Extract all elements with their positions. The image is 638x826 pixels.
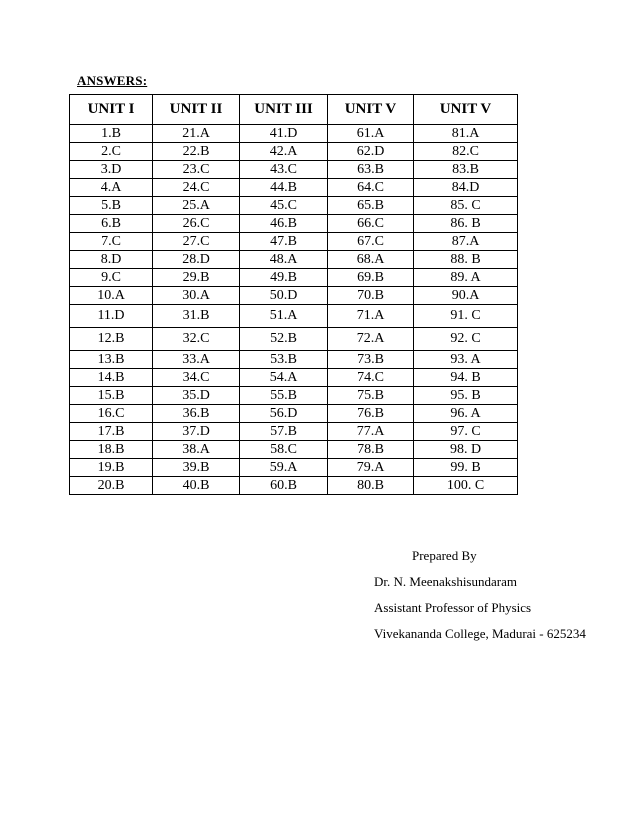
answer-cell: 86. B	[414, 215, 518, 233]
table-row	[70, 251, 518, 269]
answer-cell: 80.B	[328, 477, 414, 495]
answer-cell: 57.B	[240, 423, 328, 441]
answer-cell: 58.C	[240, 441, 328, 459]
answer-cell: 67.C	[328, 233, 414, 251]
answer-cell: 74.C	[328, 369, 414, 387]
answer-cell: 3.D	[70, 161, 153, 179]
answer-cell: 9.C	[70, 269, 153, 287]
answer-cell: 71.A	[328, 305, 414, 328]
answer-cell: 8.D	[70, 251, 153, 269]
table-row	[70, 143, 518, 161]
answer-cell: 36.B	[153, 405, 240, 423]
answer-table-body	[70, 125, 518, 495]
table-row	[70, 305, 518, 328]
answer-cell: 11.D	[70, 305, 153, 328]
answer-cell: 38.A	[153, 441, 240, 459]
answer-cell: 68.A	[328, 251, 414, 269]
answer-cell: 60.B	[240, 477, 328, 495]
table-row	[70, 197, 518, 215]
answer-cell: 66.C	[328, 215, 414, 233]
answer-cell: 88. B	[414, 251, 518, 269]
column-header: UNIT I	[70, 95, 153, 125]
answer-cell: 32.C	[153, 328, 240, 351]
answer-cell: 95. B	[414, 387, 518, 405]
answer-cell: 4.A	[70, 179, 153, 197]
answer-cell: 54.A	[240, 369, 328, 387]
answer-cell: 96. A	[414, 405, 518, 423]
answer-cell: 92. C	[414, 328, 518, 351]
answer-cell: 42.A	[240, 143, 328, 161]
answer-cell: 18.B	[70, 441, 153, 459]
answer-cell: 62.D	[328, 143, 414, 161]
answer-cell: 65.B	[328, 197, 414, 215]
answer-cell: 75.B	[328, 387, 414, 405]
column-header: UNIT V	[414, 95, 518, 125]
answer-cell: 78.B	[328, 441, 414, 459]
answer-cell: 98. D	[414, 441, 518, 459]
answer-cell: 76.B	[328, 405, 414, 423]
answer-cell: 39.B	[153, 459, 240, 477]
answer-cell: 22.B	[153, 143, 240, 161]
answer-cell: 35.D	[153, 387, 240, 405]
table-row	[70, 233, 518, 251]
author-institution: Vivekananda College, Madurai - 625234	[374, 626, 586, 641]
table-row	[70, 459, 518, 477]
answer-cell: 15.B	[70, 387, 153, 405]
answer-cell: 48.A	[240, 251, 328, 269]
answer-cell: 97. C	[414, 423, 518, 441]
answer-cell: 20.B	[70, 477, 153, 495]
table-row	[70, 477, 518, 495]
answer-cell: 19.B	[70, 459, 153, 477]
answer-cell: 79.A	[328, 459, 414, 477]
table-row	[70, 423, 518, 441]
table-row	[70, 351, 518, 369]
answer-cell: 77.A	[328, 423, 414, 441]
answer-cell: 25.A	[153, 197, 240, 215]
table-row	[70, 405, 518, 423]
author-name: Dr. N. Meenakshisundaram	[374, 574, 517, 589]
answer-cell: 31.B	[153, 305, 240, 328]
answer-cell: 28.D	[153, 251, 240, 269]
table-row	[70, 328, 518, 351]
answer-cell: 69.B	[328, 269, 414, 287]
answer-cell: 10.A	[70, 287, 153, 305]
answer-cell: 41.D	[240, 125, 328, 143]
answer-cell: 21.A	[153, 125, 240, 143]
answer-cell: 52.B	[240, 328, 328, 351]
answer-cell: 91. C	[414, 305, 518, 328]
column-header: UNIT V	[328, 95, 414, 125]
table-row	[70, 125, 518, 143]
answer-cell: 16.C	[70, 405, 153, 423]
table-row	[70, 287, 518, 305]
answer-cell: 49.B	[240, 269, 328, 287]
table-header-row	[70, 95, 518, 125]
answer-cell: 87.A	[414, 233, 518, 251]
table-row	[70, 369, 518, 387]
table-row	[70, 215, 518, 233]
answer-cell: 85. C	[414, 197, 518, 215]
answer-cell: 37.D	[153, 423, 240, 441]
author-designation: Assistant Professor of Physics	[374, 600, 532, 615]
answer-cell: 45.C	[240, 197, 328, 215]
column-header: UNIT II	[153, 95, 240, 125]
column-header: UNIT III	[240, 95, 328, 125]
answer-cell: 43.C	[240, 161, 328, 179]
answer-cell: 29.B	[153, 269, 240, 287]
answer-cell: 90.A	[414, 287, 518, 305]
table-row	[70, 269, 518, 287]
answer-cell: 53.B	[240, 351, 328, 369]
answer-cell: 17.B	[70, 423, 153, 441]
answer-cell: 56.D	[240, 405, 328, 423]
answer-cell: 26.C	[153, 215, 240, 233]
answer-cell: 100. C	[414, 477, 518, 495]
answer-cell: 13.B	[70, 351, 153, 369]
answers-heading: ANSWERS:	[77, 73, 148, 88]
answer-cell: 59.A	[240, 459, 328, 477]
answer-cell: 40.B	[153, 477, 240, 495]
answer-cell: 55.B	[240, 387, 328, 405]
answer-cell: 33.A	[153, 351, 240, 369]
answer-cell: 99. B	[414, 459, 518, 477]
answer-cell: 50.D	[240, 287, 328, 305]
answer-cell: 61.A	[328, 125, 414, 143]
answer-cell: 81.A	[414, 125, 518, 143]
signature-block	[374, 543, 586, 647]
answer-cell: 93. A	[414, 351, 518, 369]
answer-cell: 72.A	[328, 328, 414, 351]
answer-cell: 1.B	[70, 125, 153, 143]
answer-cell: 5.B	[70, 197, 153, 215]
answer-cell: 64.C	[328, 179, 414, 197]
table-row	[70, 441, 518, 459]
answer-cell: 46.B	[240, 215, 328, 233]
answer-cell: 34.C	[153, 369, 240, 387]
prepared-by-label: Prepared By	[412, 548, 477, 563]
answer-cell: 51.A	[240, 305, 328, 328]
answer-cell: 27.C	[153, 233, 240, 251]
answer-cell: 6.B	[70, 215, 153, 233]
answer-cell: 44.B	[240, 179, 328, 197]
table-row	[70, 387, 518, 405]
answer-cell: 47.B	[240, 233, 328, 251]
answer-cell: 73.B	[328, 351, 414, 369]
answer-cell: 89. A	[414, 269, 518, 287]
answer-cell: 2.C	[70, 143, 153, 161]
answer-cell: 84.D	[414, 179, 518, 197]
answer-cell: 30.A	[153, 287, 240, 305]
table-row	[70, 179, 518, 197]
answer-cell: 94. B	[414, 369, 518, 387]
answer-cell: 23.C	[153, 161, 240, 179]
answer-cell: 70.B	[328, 287, 414, 305]
answer-cell: 24.C	[153, 179, 240, 197]
answer-cell: 63.B	[328, 161, 414, 179]
answer-cell: 12.B	[70, 328, 153, 351]
answer-cell: 82.C	[414, 143, 518, 161]
answer-key-table	[69, 94, 518, 495]
answer-cell: 14.B	[70, 369, 153, 387]
answer-cell: 83.B	[414, 161, 518, 179]
table-row	[70, 161, 518, 179]
answer-cell: 7.C	[70, 233, 153, 251]
